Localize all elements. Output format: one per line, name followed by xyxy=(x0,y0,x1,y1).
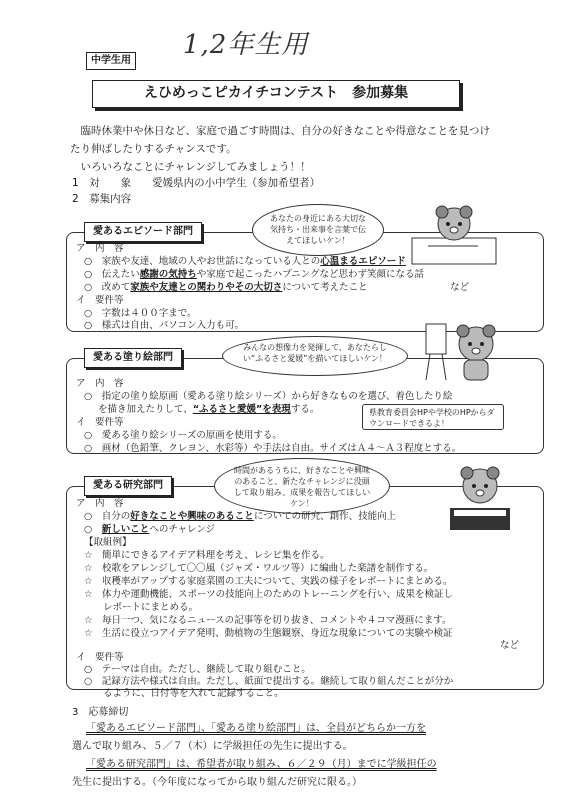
research-b1: ○ テーマは自由。ただし、継続して取り組むこと。 xyxy=(84,664,311,675)
research-a2 xyxy=(84,524,215,537)
research-speech-bubble: 時間があるうちに、好きなことや興味のあること、新たなチャレンジに没頭して取り組み、成果を報告してほしいケン！ xyxy=(214,458,390,514)
deadline-line-3-text: 「愛ある研究部門」は、希望者が取り組み、６／２９（月）までに学級担任の xyxy=(86,759,437,770)
episode-a2-emphasis: 感謝の気持ち xyxy=(139,269,197,280)
nurie-a1b xyxy=(98,404,319,417)
research-a1-emphasis: 好きなことや興味のあること xyxy=(130,511,254,522)
intro-paragraph-2: いろいろなことにチャレンジしてみましょう！！ xyxy=(80,161,311,173)
dog-character-writing-icon xyxy=(408,198,500,268)
nurie-b1: ○ 愛ある塗り絵シリーズの原画を使用する。 xyxy=(84,430,282,441)
research-a1 xyxy=(84,511,396,524)
deadline-line-1-text: 「愛あるエピソード部門」、「愛ある塗り絵部門」は、全員がどちらか一方を xyxy=(86,723,426,734)
deadline-heading: 3 応募締切 xyxy=(72,707,129,718)
episode-a2-rest: や家庭で起こったハプニングなど思わず笑顔になる話 xyxy=(196,269,424,280)
nurie-a1b-text: を描き加えたりして、 xyxy=(98,404,193,415)
episode-a3-etc: など xyxy=(450,282,470,293)
deadline-line-2: 選んで取り組み、５／７（木）に学級担任の先生に提出する。 xyxy=(72,741,353,752)
episode-a1 xyxy=(84,256,406,269)
episode-a3-emphasis: 家族や友達との関わりやその大切さ xyxy=(130,282,283,293)
episode-a2-text: ○ 伝えたい xyxy=(84,269,140,280)
research-b2-continued: るように、日付等を入れて記録すること。 xyxy=(84,688,284,699)
episode-title: 愛あるエピソード部門 xyxy=(84,222,202,242)
nurie-a1b-emphasis: “ふるさと愛媛”を表現 xyxy=(192,404,291,415)
nurie-b2: ○ 画材（色鉛筆、クレヨン、水彩等）や手法は自由。サイズはＡ４～Ａ３程度とする。 xyxy=(84,443,462,454)
episode-a3 xyxy=(84,282,368,295)
research-b-label: イ 要件等 xyxy=(76,652,124,663)
research-a-label: ア 内 容 xyxy=(76,498,124,509)
research-example: ☆ 校歌をアレンジして〇〇風（ジャズ・ワルツ等）に編曲した楽譜を制作する。 xyxy=(84,563,434,574)
research-example: ☆ 簡単にできるアイデア料理を考え、レシピ集を作る。 xyxy=(84,550,330,561)
page-title: えひめっこピカイチコンテスト 参加募集 xyxy=(92,80,460,108)
grade-tag: 中学生用 xyxy=(86,52,136,70)
content-heading: 2 募集内容 xyxy=(72,193,132,205)
research-a2-rest: へのチャレンジ xyxy=(149,524,216,535)
episode-b-label: イ 要件等 xyxy=(76,295,124,306)
research-a2-emphasis: 新しいこと xyxy=(101,524,150,535)
download-note: 県教育委員会HPや学校のHPからダウンロードできるよ！ xyxy=(362,404,504,430)
research-b2: ○ 記録方法や様式は自由。ただし、紙面で提出する。継続して取り組んだことが分か xyxy=(84,676,454,687)
episode-a3-rest: について考えたこと xyxy=(282,282,368,293)
episode-b2: ○ 様式は自由、パソコン入力も可。 xyxy=(84,320,245,331)
episode-b1: ○ 字数は４００字まで。 xyxy=(84,308,197,319)
deadline-line-3 xyxy=(86,758,556,772)
nurie-a1: ○ 指定の塗り絵原画（愛ある塗り絵シリーズ）から好きなものを選び、着色したり絵 xyxy=(84,391,453,402)
research-example: ☆ 収穫率がアップする家庭菜園の工夫について、実践の様子をレポートにまとめる。 xyxy=(84,576,453,587)
research-example: ☆ 生活に役立つアイデア発明、動植物の生態観察、身近な現象についての実験や検証 xyxy=(84,628,453,639)
handwritten-note: 1,2年生用 xyxy=(183,30,309,60)
episode-a1-emphasis: 心温まるエピソード xyxy=(320,256,406,267)
research-example-etc: など xyxy=(500,640,520,651)
research-a1-text: ○ 自分の xyxy=(84,511,131,522)
research-example: レポートにまとめる。 xyxy=(84,602,199,613)
research-example: ☆ 体力や運動機能、スポーツの技能向上のためのトレーニングを行い、成果を検証し xyxy=(84,589,453,600)
nurie-title: 愛ある塗り絵部門 xyxy=(84,348,182,368)
deadline-line-1 xyxy=(86,722,556,736)
episode-a-label: ア 内 容 xyxy=(76,243,124,254)
research-examples-label: 【取組例】 xyxy=(84,537,132,548)
intro-text xyxy=(70,122,490,176)
nurie-a-label: ア 内 容 xyxy=(76,378,124,389)
episode-a2 xyxy=(84,269,424,282)
nurie-speech-bubble: みんなの想像力を発揮して、あなたらしい“ふるさと愛媛”を描いてほしいケン！ xyxy=(222,336,408,376)
nurie-a1b-rest: する。 xyxy=(290,404,320,415)
episode-a1-text: ○ 家族や友達、地域の人やお世話になっている人との xyxy=(84,256,321,267)
target-line: 1 対 象 愛媛県内の小中学生（参加希望者） xyxy=(72,177,321,189)
episode-a3-text: ○ 改めて xyxy=(84,282,131,293)
dog-character-painting-icon xyxy=(420,318,506,384)
nurie-b-label: イ 要件等 xyxy=(76,417,124,428)
episode-speech-bubble: あなたの身近にある大切な気持ち・出来事を言葉で伝えてほしいケン！ xyxy=(252,204,384,256)
research-a2-text: ○ xyxy=(84,524,102,535)
research-example: ☆ 毎日一つ、気になるニュースの記事等を切り抜き、コメントや４コマ漫画にます。 xyxy=(84,615,452,626)
intro-paragraph-1: 臨時休業中や休日など、家庭で過ごす時間は、自分の好きなことや得意なことを見つけたり伸ばしたりするチャンスです。 xyxy=(70,125,490,155)
research-a1-rest: についての研究、創作、技能向上 xyxy=(253,511,397,522)
dog-character-piano-icon xyxy=(440,460,520,536)
deadline-line-4: 先生に提出する。（今年度になってから取り組んだ研究に限る。） xyxy=(72,777,362,788)
research-title: 愛ある研究部門 xyxy=(84,476,172,496)
